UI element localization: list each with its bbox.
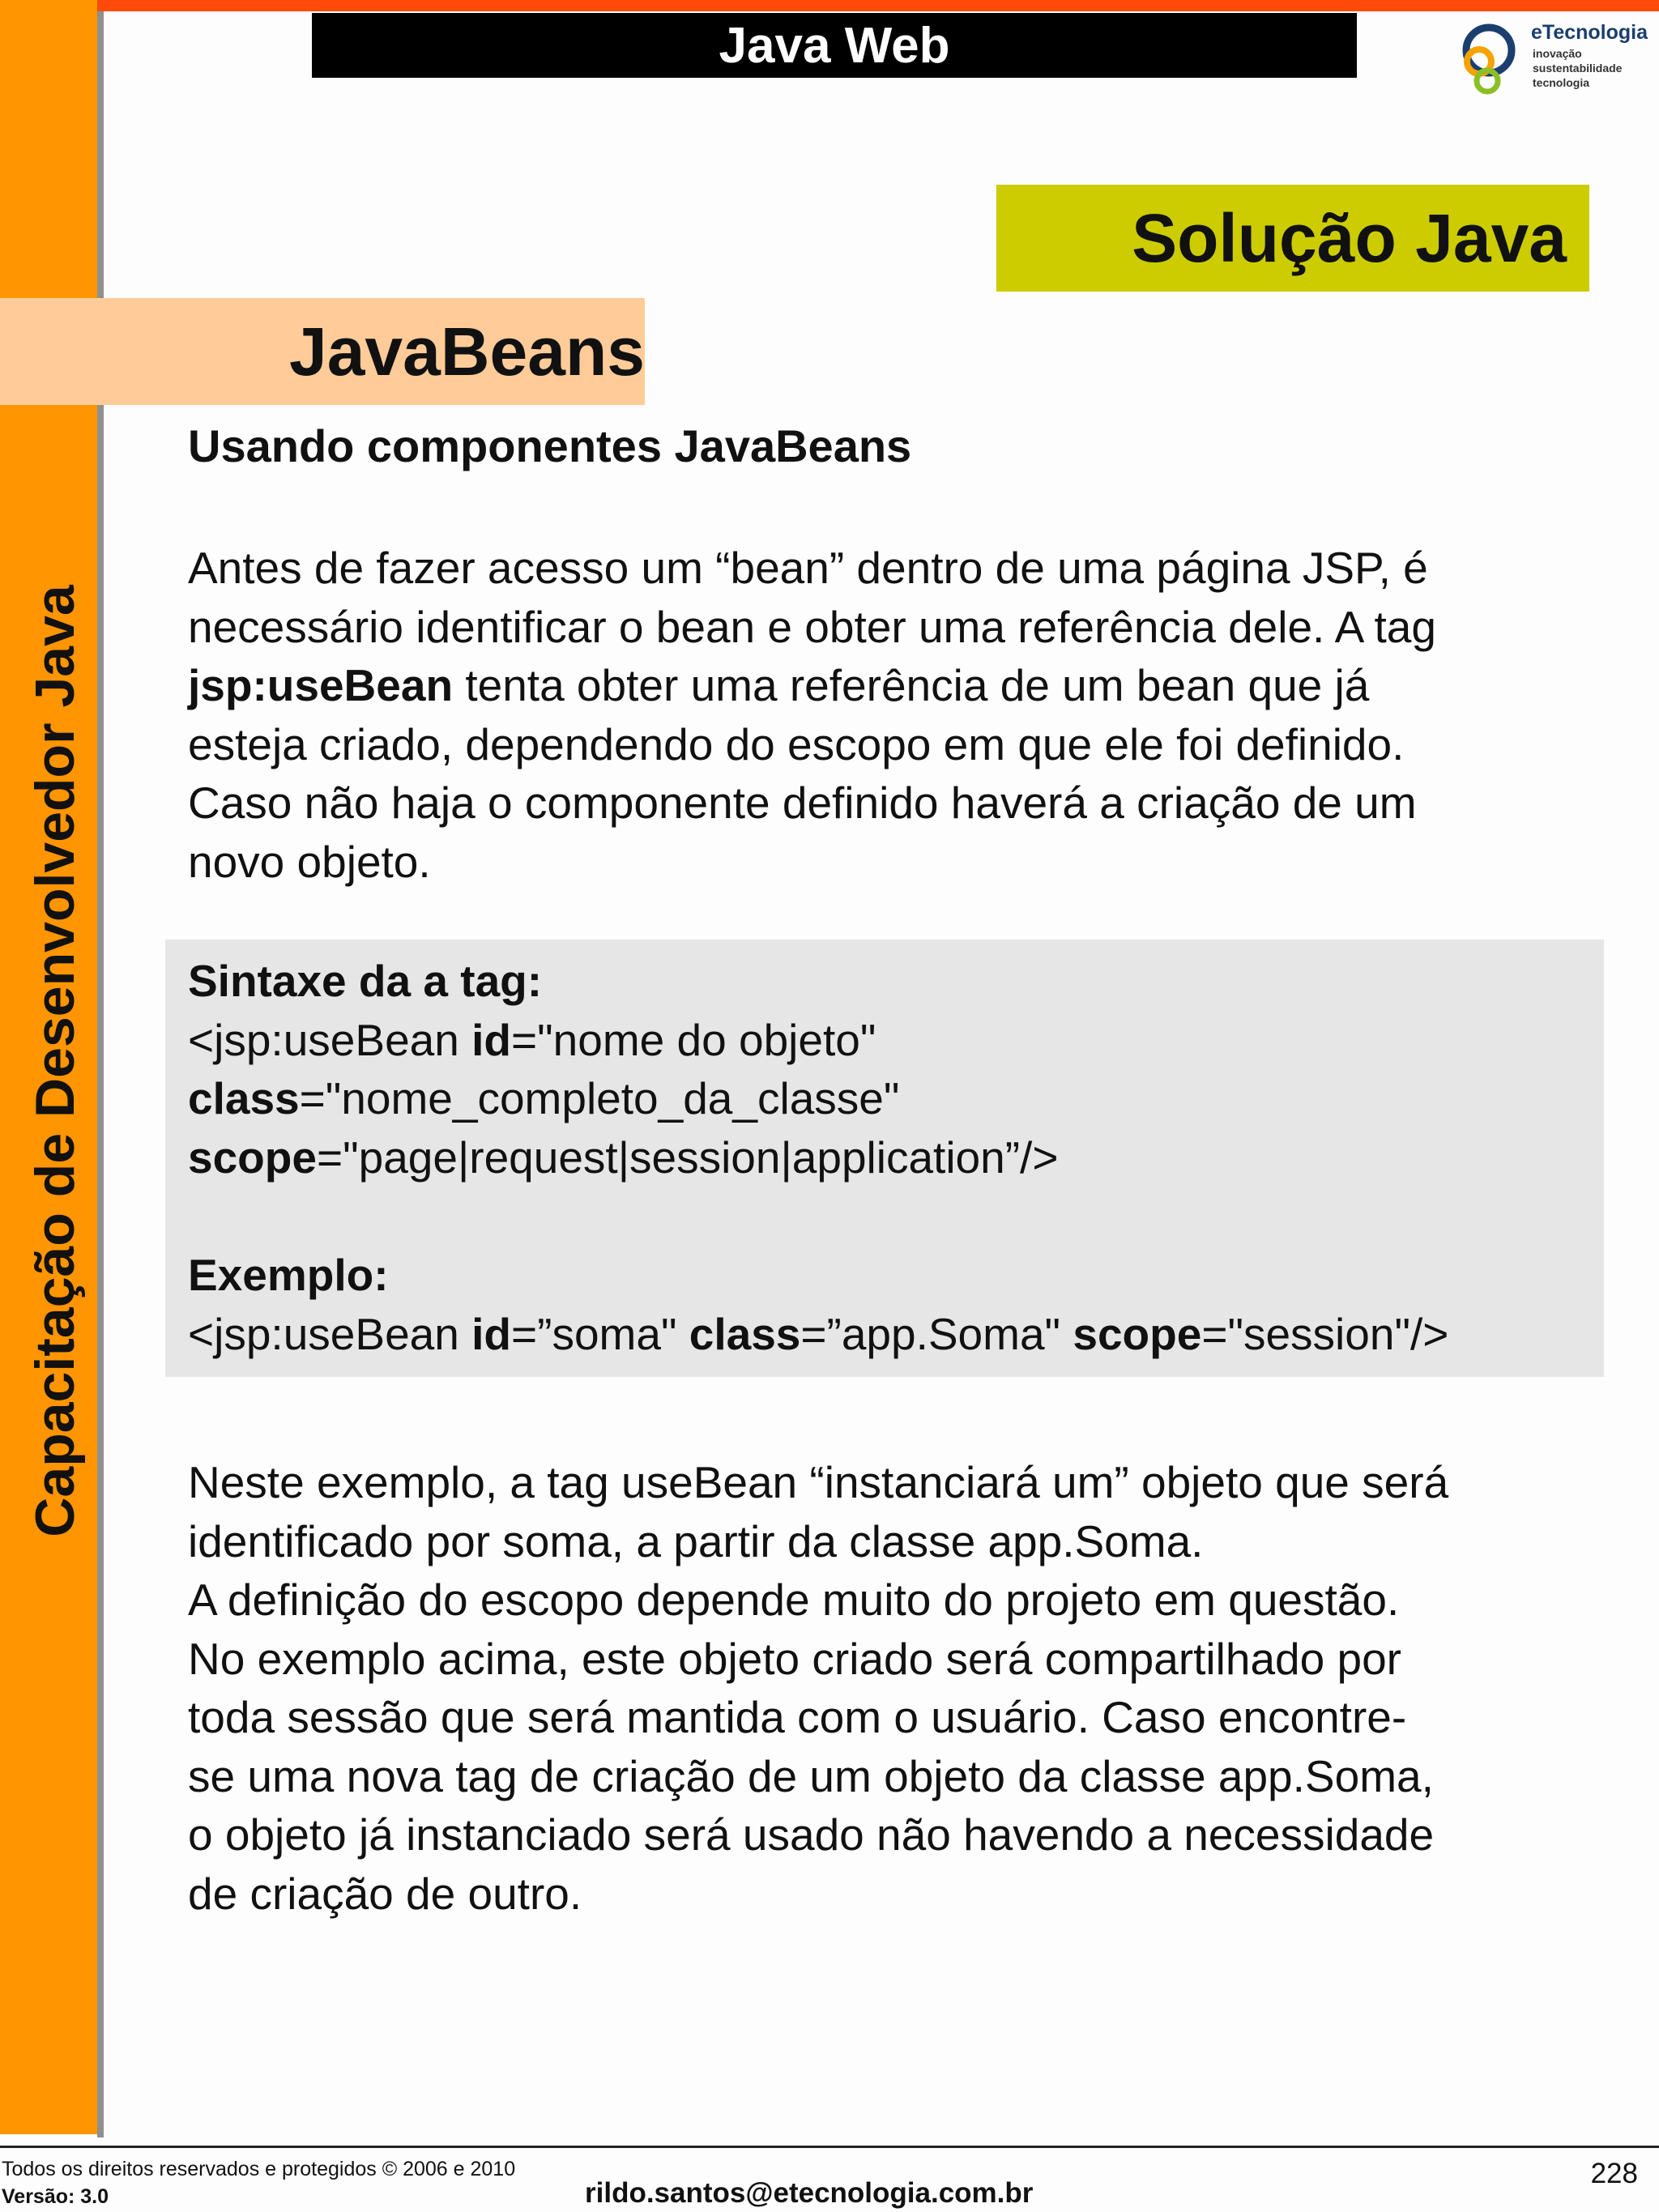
logo-brand-name: eTecnologia [1531,21,1648,44]
etecnologia-logo [1452,16,1654,97]
intro-line: Caso não haja o componente definido haverá a criação de um [188,778,1417,828]
example-block [188,1246,1448,1363]
usebean-keyword: jsp:useBean [188,660,454,710]
example-heading: Exemplo: [188,1250,389,1300]
explanation-line: o objeto já instanciado será usado não havendo a necessidade [188,1809,1435,1860]
logo-tagline-1: inovação [1533,47,1582,60]
logo-tagline-2: sustentabilidade [1533,62,1623,75]
syntax-block [188,952,1058,1187]
syntax-line: class="nome_completo_da_classe" [188,1073,900,1123]
footer-version: Versão: 3.0 [2,2185,109,2208]
example-line: <jsp:useBean id=”soma" class=”app.Soma" scope="session"/> [188,1308,1449,1359]
top-accent-strip [0,0,1659,11]
intro-line: novo objeto. [188,836,431,887]
syntax-line: <jsp:useBean id="nome do objeto" [188,1014,876,1065]
footer-email: rildo.santos@etecnologia.com.br [585,2177,1034,2209]
logo-tagline-3: tecnologia [1533,76,1590,89]
footer-copyright: Todos os direitos reservados e protegidos © 2006 e 2010 [2,2158,516,2180]
section-title: JavaBeans [0,298,645,405]
explanation-line: A definição do escopo depende muito do projeto em questão. [188,1575,1400,1625]
explanation-line: No exemplo acima, este objeto criado será compartilhado por [188,1633,1401,1684]
intro-line: necessário identificar o bean e obter uma referência dele. A tag [188,601,1436,652]
header-title: Java Web [312,13,1357,78]
page-number: 228 [1590,2158,1638,2189]
syntax-line: scope="page|request|session|application”/> [188,1132,1059,1183]
footer-divider [0,2146,1659,2148]
explanation-line: toda sessão que será mantida com o usuário. Caso encontre- [188,1692,1407,1742]
sidebar-course-title: Capacitação de Desenvolvedor Java [24,585,86,1537]
explanation-line: se uma nova tag de criação de um objeto da classe app.Soma, [188,1750,1434,1801]
logo-rings-icon [1452,21,1529,96]
intro-paragraph [188,539,1436,891]
explanation-line: identificado por soma, a partir da classe app.Soma. [188,1515,1204,1566]
intro-line: Antes de fazer acesso um “bean” dentro de uma página JSP, é [188,543,1428,593]
explanation-line: de criação de outro. [188,1868,582,1919]
explanation-paragraph [188,1453,1448,1923]
intro-line: esteja criado, dependendo do escopo em que ele foi definido. [188,718,1405,769]
subheading: Usando componentes JavaBeans [188,420,912,471]
explanation-line: Neste exemplo, a tag useBean “instanciará um” objeto que será [188,1457,1449,1507]
syntax-heading: Sintaxe da a tag: [188,956,543,1006]
intro-line: jsp:useBean tenta obter uma referência de um bean que já [188,660,1370,710]
solution-box: Solução Java [996,185,1589,292]
